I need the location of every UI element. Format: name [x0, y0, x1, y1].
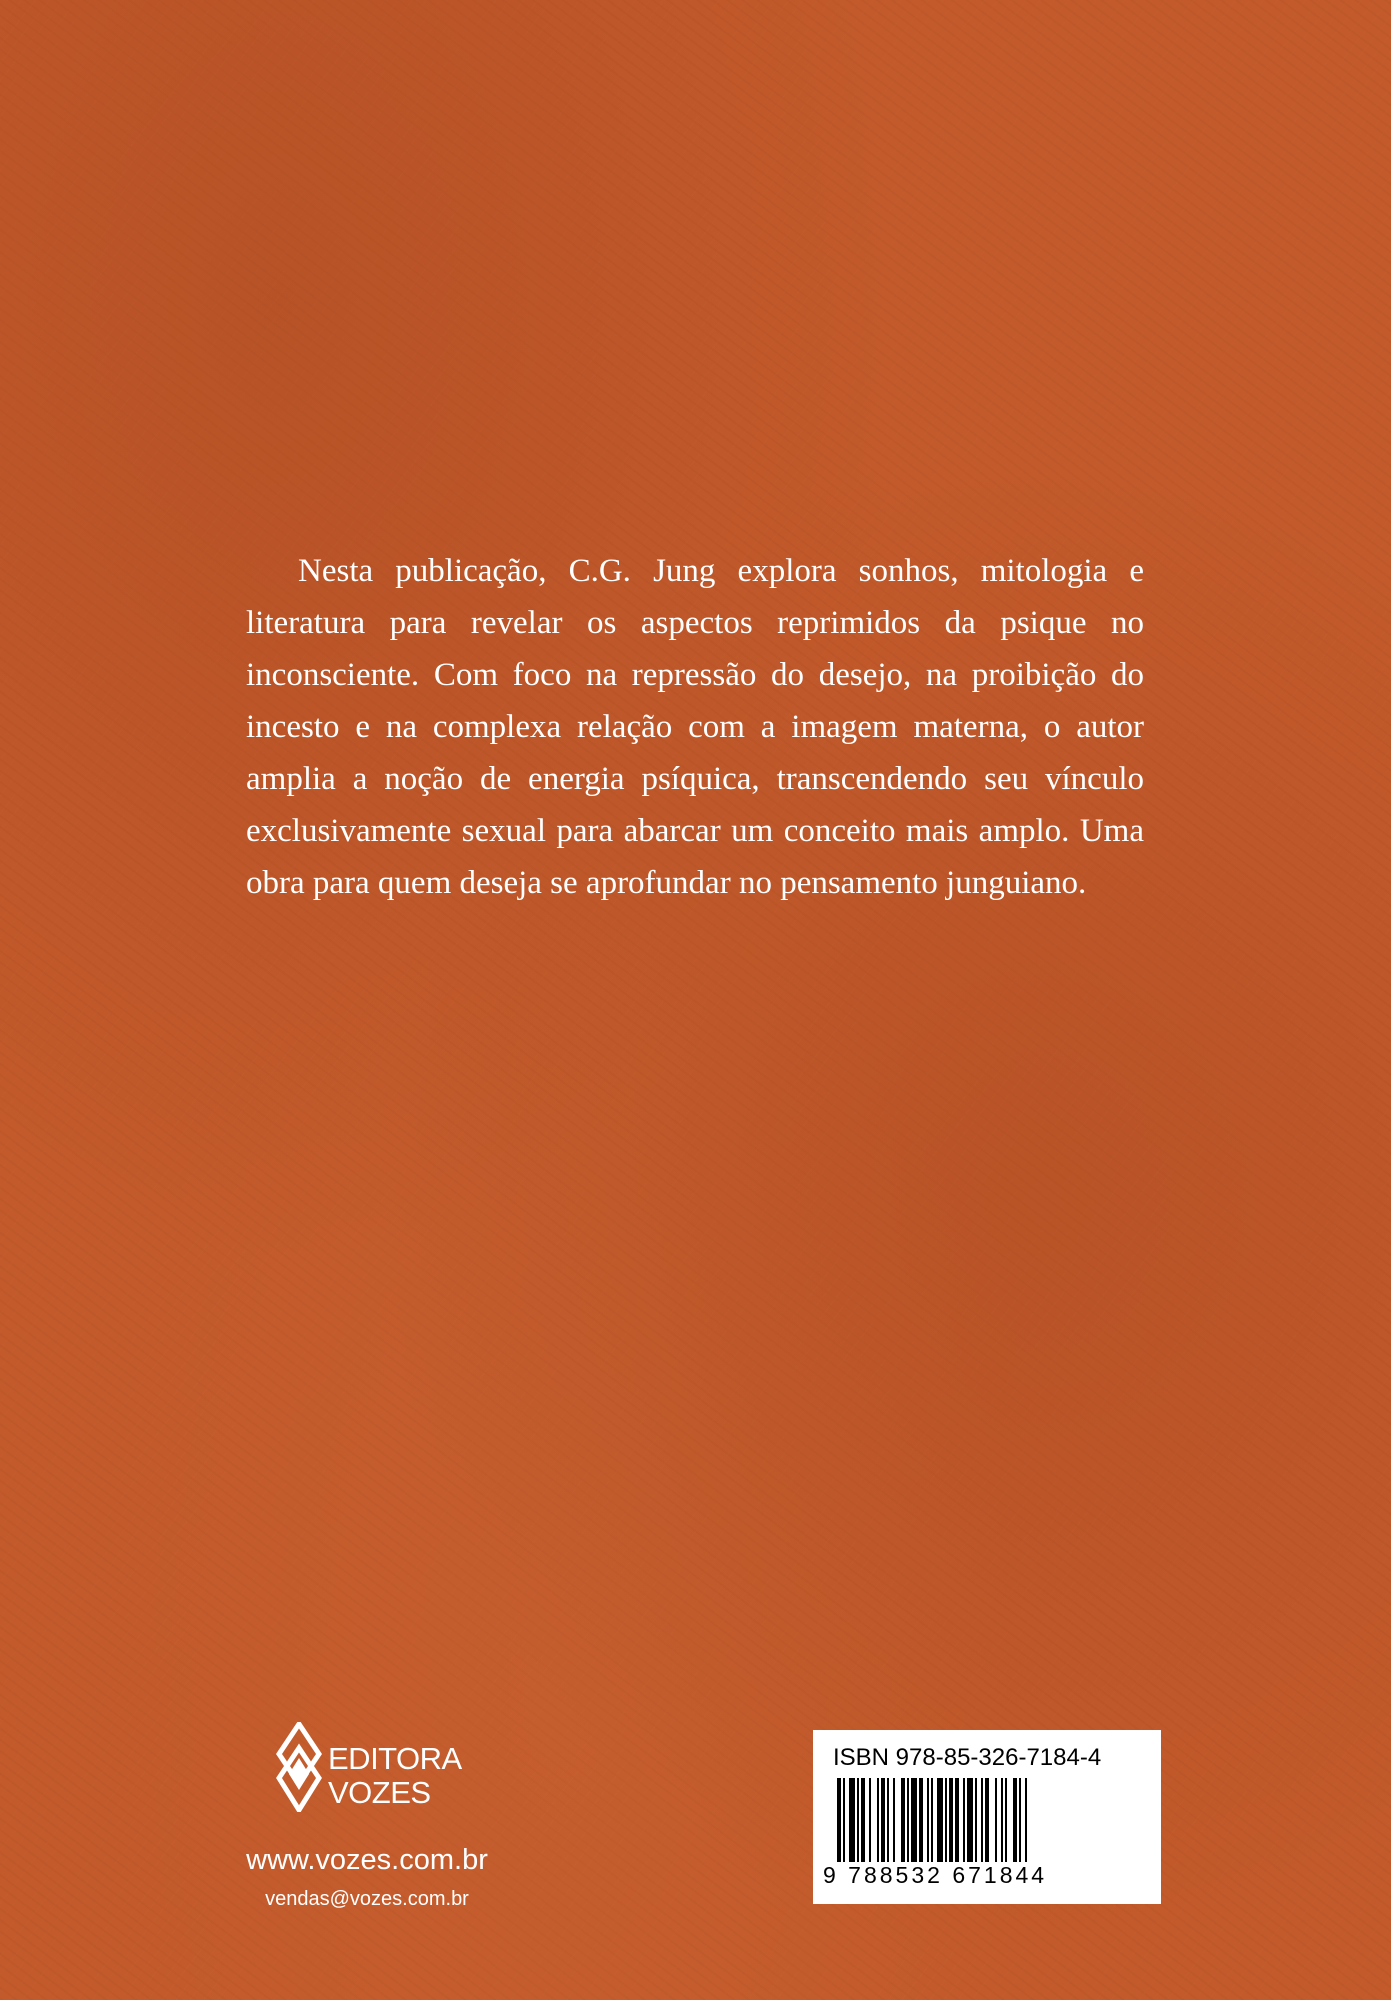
barcode-bar — [1013, 1778, 1017, 1862]
barcode-bar — [981, 1778, 983, 1862]
barcode-bar — [985, 1778, 989, 1862]
publisher-website: www.vozes.com.br — [246, 1844, 488, 1876]
barcode-bar — [907, 1778, 909, 1862]
barcode-bar — [837, 1778, 841, 1862]
barcode-bar — [975, 1778, 977, 1862]
barcode-bar — [893, 1778, 895, 1862]
barcode-bar — [1025, 1778, 1027, 1862]
vozes-diamond-logo-icon — [276, 1722, 322, 1812]
barcode-bar — [861, 1778, 865, 1862]
barcode-bar — [937, 1778, 943, 1862]
barcode-bar — [995, 1778, 997, 1862]
barcode-bar — [949, 1778, 953, 1862]
publisher-logo — [276, 1722, 526, 1812]
barcode-bar — [955, 1778, 959, 1862]
barcode-bar — [911, 1778, 917, 1862]
barcode-bar — [927, 1778, 929, 1862]
barcode-bar — [967, 1778, 973, 1862]
barcode-digits: 9 788532 671844 — [823, 1862, 1048, 1888]
barcode-bar — [887, 1778, 889, 1862]
back-cover-blurb: Nesta publicação, C.G. Jung explora sonhos, mitologia e literatura para revelar os aspectos reprimidos da psique no inconsciente. Com foco na repressão do desejo, na proibição do incesto e na complexa relação com a imagem materna, o autor amplia a noção de energia psíquica, transcendendo seu vínculo exclusivamente sexual para abarcar um conceito mais amplo. Uma obra para quem deseja se aprofundar no pensamento junguiano. — [246, 553, 1144, 901]
barcode-bar — [881, 1778, 885, 1862]
barcode-bar — [1019, 1778, 1021, 1862]
barcode-bar — [857, 1778, 859, 1862]
barcode-bar — [963, 1778, 965, 1862]
publisher-name-line1: EDITORA — [328, 1741, 462, 1776]
isbn-label: ISBN 978-85-326-7184-4 — [833, 1744, 1102, 1771]
barcode-bar — [931, 1778, 933, 1862]
isbn-barcode-box — [813, 1730, 1161, 1904]
barcode-bar — [843, 1778, 845, 1862]
barcode-bar — [1005, 1778, 1007, 1862]
barcode-bar — [919, 1778, 923, 1862]
barcode-bar — [877, 1778, 879, 1862]
barcode-bar — [1001, 1778, 1003, 1862]
publisher-email: vendas@vozes.com.br — [265, 1888, 469, 1910]
publisher-name-line2: VOZES — [328, 1775, 431, 1810]
barcode-bars — [835, 1778, 1139, 1862]
barcode-bar — [901, 1778, 905, 1862]
publisher-name — [328, 1742, 462, 1810]
barcode-bar — [869, 1778, 871, 1862]
barcode-bar — [849, 1778, 855, 1862]
barcode-bar — [945, 1778, 947, 1862]
